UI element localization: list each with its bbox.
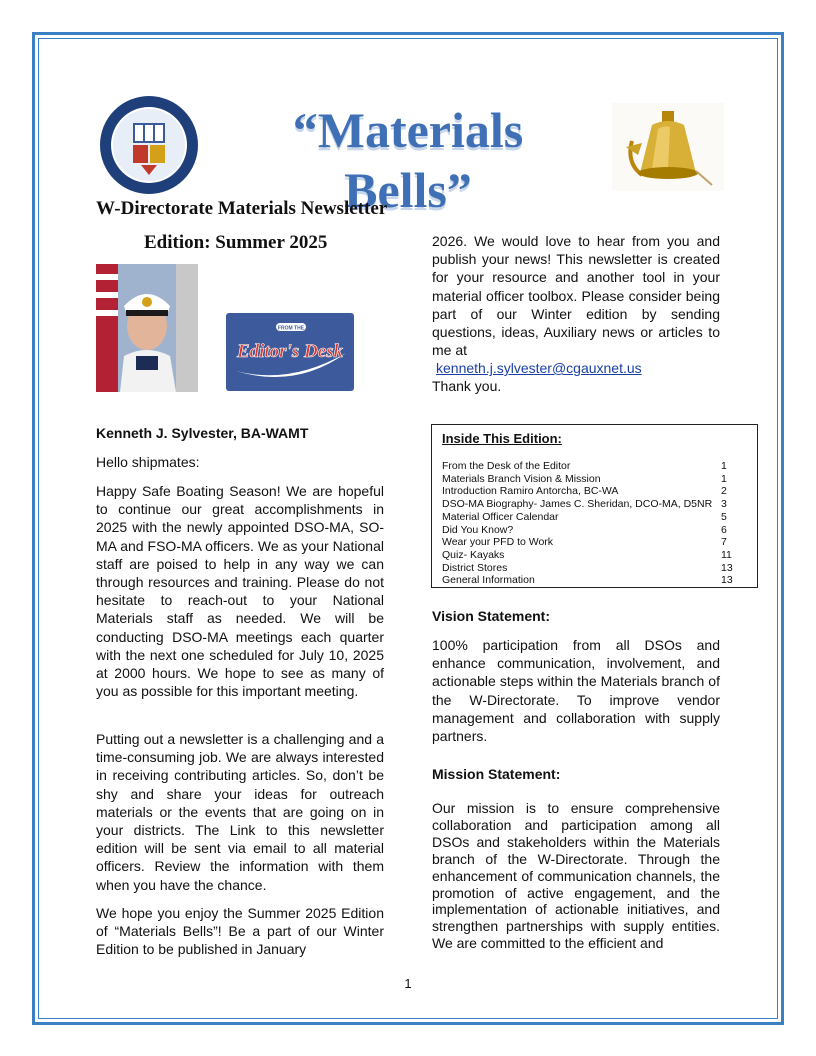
toc-item[interactable] (442, 473, 747, 486)
body-paragraph-3 (96, 904, 384, 959)
toc-item-page: 1 (721, 460, 727, 472)
vision-heading: Vision Statement: (432, 608, 550, 624)
auxiliary-seal-logo (97, 95, 201, 195)
toc-item[interactable] (442, 524, 747, 537)
toc-item-page: 5 (721, 510, 727, 523)
paragraph-text: We hope you enjoy the Summer 2025 Edition of “Materials Bells”! Be a part of our Winter Edition to be published in January (96, 905, 384, 958)
toc-item[interactable] (442, 549, 747, 562)
body-paragraph-1 (96, 482, 384, 700)
greeting: Hello shipmates: (96, 454, 200, 470)
editor-email-link[interactable]: kenneth.j.sylvester@cgauxnet.us (436, 360, 642, 376)
toc-item-title: District Stores (442, 561, 508, 574)
toc-item-page: 6 (721, 523, 727, 536)
toc-item-title: General Information (442, 574, 535, 587)
body-paragraph-4 (432, 232, 720, 359)
toc-item-title: DSO-MA Biography- James C. Sheridan, DCO-MA, D5NR (442, 498, 713, 511)
newsletter-subtitle: W-Directorate Materials Newsletter (96, 198, 388, 219)
toc-item-page: 2 (721, 485, 727, 498)
body-paragraph-2 (96, 730, 384, 894)
toc-item-page: 13 (721, 574, 733, 587)
ship-bell-image (612, 103, 724, 191)
vision-text: 100% participation from all DSOs and enhance communication, involvement, and actionable steps within the Materials branch of the W-Directorate. To improve vendor management and collaboration with supply partners. (432, 637, 720, 745)
toc-item[interactable] (442, 460, 747, 473)
paragraph-text: Happy Safe Boating Season! We are hopeful to continue our great accomplishments in 2025 with the newly appointed DSO-MA, SO-MA and FSO-MA officers. We as your National staff are poised to help in any way we can through resources and training. Please do not hesitate to reach-out to your National Materials staff as needed. We will be conducting DSO-MA meetings each quarter with the next one scheduled for July 10, 2025 at 2000 hours. We hope to see as many of you as possible for this important meeting. (96, 483, 384, 700)
editor-name: Kenneth J. Sylvester, BA-WAMT (96, 425, 309, 441)
toc-item-page: 3 (721, 498, 727, 511)
mission-text: Our mission is to ensure comprehensive collaboration and participation among all DSOs and stakeholders within the Materials branch of the W-Directorate. Through the enhancement of communication channels, the promotion of active engagement, and the implementation of actionable initiatives, and strengthen partnerships with supply entities. We are committed to the efficient and (432, 800, 720, 952)
toc-item-title: Wear your PFD to Work (442, 536, 554, 549)
toc-item[interactable] (442, 498, 747, 511)
toc-item-title: Material Officer Calendar (442, 510, 559, 523)
editor-photo (96, 264, 198, 392)
toc-item-page: 1 (721, 472, 727, 485)
toc-item-title: Introduction Ramiro Antorcha, BC-WA (442, 485, 619, 498)
paragraph-text: 2026. We would love to hear from you and publish your news! This newsletter is created for your resource and another tool in your material officer toolbox. Please consider being part of our Winter edition by sending questions, ideas, Auxiliary news or articles to me at (432, 233, 720, 359)
toc-item[interactable] (442, 511, 747, 524)
edition-label: Edition: Summer 2025 (144, 232, 328, 253)
toc-item-page: 11 (721, 548, 732, 561)
badge-from-the-text: FROM THE (277, 325, 305, 332)
badge-editors-desk-text: Editor's Desk (236, 341, 344, 362)
toc-item-title: Quiz- Kayaks (442, 548, 505, 561)
table-of-contents (431, 424, 758, 588)
toc-item[interactable] (442, 485, 747, 498)
mission-statement (432, 800, 720, 952)
page-number: 1 (404, 976, 412, 991)
newsletter-title: “Materials Bells” (292, 102, 524, 218)
editors-desk-badge (226, 313, 354, 391)
toc-title: Inside This Edition: (442, 431, 562, 446)
toc-item-title: From the Desk of the Editor (442, 460, 571, 472)
toc-item-title: Materials Branch Vision & Mission (442, 472, 601, 485)
toc-item[interactable] (442, 536, 747, 549)
thanks-text: Thank you. (432, 378, 502, 394)
toc-item[interactable] (442, 562, 747, 575)
toc-item-title: Did You Know? (442, 523, 514, 536)
toc-item[interactable] (442, 574, 747, 587)
toc-item-page: 13 (721, 561, 733, 574)
vision-statement (432, 636, 720, 745)
paragraph-text: Putting out a newsletter is a challenging and a time-consuming job. We are always interested in receiving contributing articles. So, don’t be shy and share your ideas for outreach materials or the events that are going on in your districts. The Link to this newsletter edition will be sent via email to all material officers. Review the information with them when you have the chance. (96, 731, 384, 893)
toc-item-page: 7 (721, 536, 727, 549)
mission-heading: Mission Statement: (432, 766, 561, 782)
